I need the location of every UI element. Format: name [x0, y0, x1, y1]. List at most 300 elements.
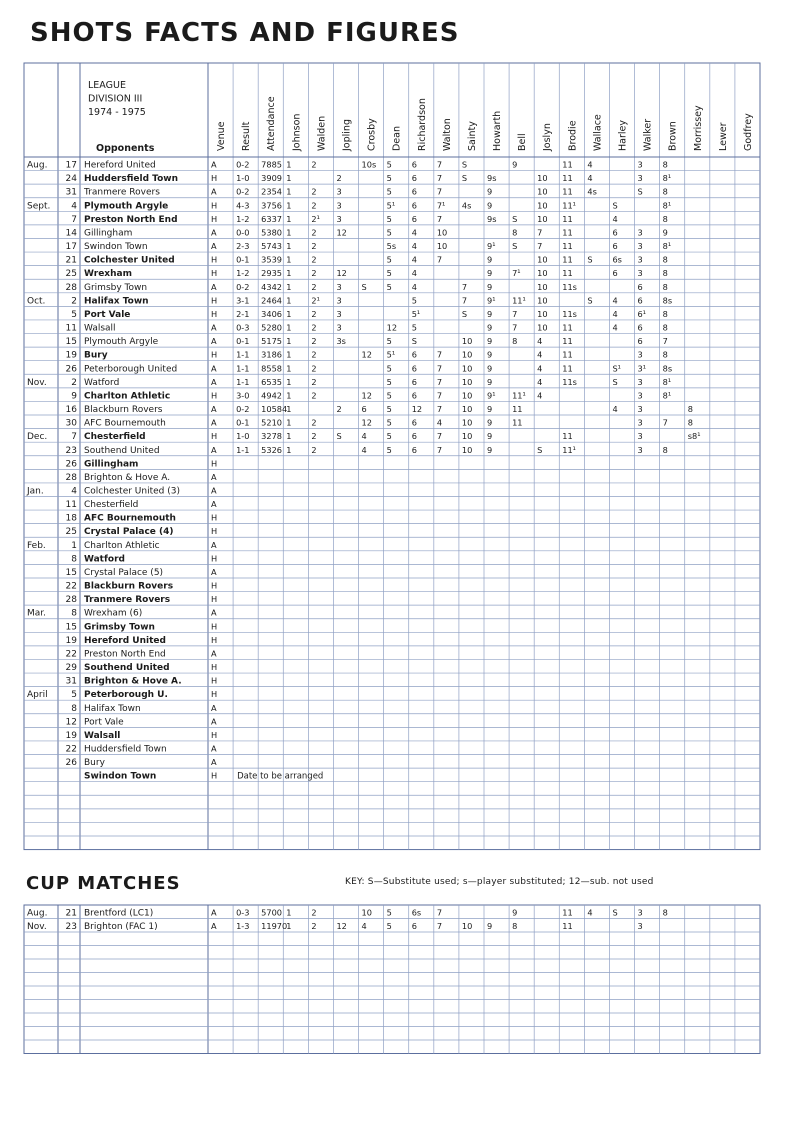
- stat-cell: 9¹: [487, 241, 496, 252]
- stat-cell: 4: [537, 336, 543, 347]
- stat-cell: 6: [637, 336, 643, 347]
- stat-cell: 1: [286, 363, 292, 374]
- opponent-cell: Charlton Athletic: [84, 540, 160, 551]
- stat-cell: 9: [487, 921, 493, 931]
- stat-cell: 3: [336, 295, 342, 306]
- stat-cell: 9¹: [487, 390, 496, 401]
- stat-cell: 0-2: [236, 404, 250, 415]
- column-header-walton: Walton: [441, 118, 453, 151]
- stat-cell: 2: [311, 907, 317, 918]
- stat-cell: 3s: [336, 336, 346, 347]
- stat-cell: 6: [637, 295, 643, 306]
- stat-cell: 3: [637, 159, 643, 170]
- stat-cell: 11¹: [512, 295, 526, 306]
- stat-cell: 0-3: [236, 322, 250, 333]
- stat-cell: 7: [662, 336, 668, 347]
- stat-cell: 6: [411, 186, 417, 197]
- stat-cell: 3: [336, 322, 342, 333]
- stat-cell: 11: [512, 417, 523, 428]
- stat-cell: 11: [562, 268, 573, 279]
- stat-cell: 11: [562, 227, 573, 238]
- stat-cell: A: [211, 241, 217, 252]
- stat-cell: 2: [311, 363, 317, 374]
- stat-cell: 7885: [261, 159, 283, 170]
- stat-cell: 1: [286, 907, 292, 918]
- stat-cell: 1: [286, 322, 292, 333]
- opponent-cell: Preston North End: [84, 649, 166, 660]
- month-cell: Sept.: [27, 201, 51, 212]
- stat-cell: 8: [662, 159, 668, 170]
- stat-cell: 1-0: [236, 173, 250, 184]
- stat-cell: 7: [436, 921, 443, 931]
- stat-cell: 11: [562, 159, 573, 170]
- stat-cell: A: [211, 539, 217, 550]
- stat-cell: 3: [336, 308, 342, 319]
- stat-cell: 4: [612, 308, 618, 319]
- stat-cell: 10: [436, 241, 448, 252]
- stat-cell: 4: [411, 227, 417, 238]
- stat-cell: A: [211, 376, 217, 387]
- day-cell: 5: [71, 309, 77, 320]
- stat-cell: 0-0: [236, 227, 250, 238]
- column-header-walker: Walker: [642, 118, 654, 151]
- day-cell: 23: [65, 445, 77, 456]
- stat-cell: 8: [662, 907, 668, 918]
- opponent-cell: Swindon Town: [84, 242, 148, 253]
- stat-cell: 9: [512, 159, 518, 170]
- stat-cell: H: [211, 512, 218, 523]
- stat-cell: A: [211, 336, 217, 347]
- stat-cell: 7: [436, 444, 443, 455]
- stat-cell: 2: [311, 159, 317, 170]
- stat-cell: H: [211, 662, 218, 673]
- stat-cell: 10: [461, 404, 473, 415]
- stat-cell: 0-2: [236, 186, 250, 197]
- day-cell: 1: [71, 540, 77, 551]
- stat-cell: 2: [311, 308, 317, 319]
- stat-cell: 5: [386, 907, 392, 918]
- column-header-johnson: Johnson: [291, 113, 303, 151]
- stat-cell: 11970: [261, 921, 288, 931]
- stat-cell: 0-3: [236, 907, 250, 918]
- stat-cell: H: [211, 594, 218, 605]
- stat-cell: 3: [637, 227, 643, 238]
- stat-cell: 4: [612, 404, 618, 415]
- day-cell: 28: [65, 472, 77, 483]
- stat-cell: 7: [512, 308, 518, 319]
- day-cell: 22: [65, 649, 77, 660]
- stat-cell: 5280: [261, 322, 283, 333]
- column-header-attendance: Attendance: [266, 96, 278, 151]
- stat-cell: 9: [487, 308, 493, 319]
- opponent-cell: Crystal Palace (5): [84, 567, 164, 578]
- stat-cell: 4: [411, 241, 417, 252]
- day-cell: 8: [71, 608, 77, 619]
- column-header-richardson: Richardson: [416, 98, 428, 151]
- stat-cell: 1: [286, 227, 292, 238]
- stat-cell: 0-2: [236, 281, 250, 292]
- stat-cell: S: [461, 159, 468, 170]
- stat-cell: 6: [612, 227, 618, 238]
- column-header-morrissey: Morrissey: [692, 105, 704, 151]
- stat-cell: 2: [311, 921, 317, 931]
- stat-cell: 4: [361, 444, 367, 455]
- day-cell: 17: [65, 160, 77, 171]
- stat-cell: 5743: [261, 241, 283, 252]
- stat-cell: 3: [336, 281, 342, 292]
- day-cell: 31: [65, 187, 77, 198]
- column-header-wallace: Wallace: [592, 114, 604, 151]
- stat-cell: H: [211, 553, 218, 564]
- stat-cell: 4s: [587, 186, 597, 197]
- stat-cell: 1: [286, 213, 292, 224]
- stat-cell: 1-1: [236, 444, 250, 455]
- stat-cell: 6: [411, 159, 417, 170]
- day-cell: 9: [71, 391, 77, 402]
- stat-cell: 2935: [261, 268, 283, 279]
- stat-cell: 1: [286, 268, 292, 279]
- stat-cell: 12: [411, 404, 423, 415]
- stat-cell: 4: [411, 268, 417, 279]
- stat-cell: 1: [286, 281, 292, 292]
- stat-cell: H: [211, 213, 218, 224]
- stat-cell: 6: [411, 390, 417, 401]
- stat-cell: 2¹: [311, 295, 320, 306]
- stat-cell: S: [512, 213, 518, 224]
- stat-cell: 5: [411, 295, 417, 306]
- day-cell: 22: [65, 744, 77, 755]
- stat-cell: 11: [562, 186, 573, 197]
- key-legend: KEY: S—Substitute used; s—player substituted; 12—sub. not used: [345, 877, 654, 887]
- stat-cell: 1: [286, 308, 292, 319]
- stat-cell: 6: [411, 363, 417, 374]
- month-cell: Nov.: [27, 922, 47, 932]
- stat-cell: 11: [562, 431, 573, 442]
- stat-cell: 2¹: [311, 213, 320, 224]
- stat-cell: 8558: [261, 363, 283, 374]
- stat-cell: 12: [361, 349, 372, 360]
- day-cell: 21: [65, 908, 77, 919]
- day-cell: 19: [65, 730, 77, 741]
- stat-cell: 10: [461, 349, 473, 360]
- day-cell: 25: [65, 527, 77, 538]
- stat-cell: 4: [436, 417, 443, 428]
- day-cell: 11: [65, 500, 77, 511]
- stat-cell: S: [411, 336, 417, 347]
- stat-cell: H: [211, 526, 218, 537]
- stat-cell: 2: [311, 281, 317, 292]
- opponent-cell: Gillingham: [84, 228, 133, 239]
- stat-cell: 7: [436, 376, 443, 387]
- opponent-cell: Grimsby Town: [84, 622, 155, 633]
- opponent-cell: Bury: [84, 350, 108, 361]
- column-header-harley: Harley: [617, 120, 629, 151]
- stat-cell: A: [211, 159, 217, 170]
- stat-cell: A: [211, 485, 217, 496]
- stat-cell: 2: [311, 322, 317, 333]
- stat-cell: H: [211, 349, 218, 360]
- day-cell: 19: [65, 635, 77, 646]
- stat-cell: 6: [361, 404, 367, 415]
- stat-cell: 11s: [562, 308, 577, 319]
- day-cell: 4: [71, 486, 77, 497]
- stat-cell: A: [211, 757, 217, 768]
- stat-cell: 8: [662, 322, 668, 333]
- stat-cell: 9: [487, 268, 493, 279]
- stat-cell: 3756: [261, 200, 283, 211]
- stat-cell: 5: [386, 431, 392, 442]
- stat-cell: 3: [336, 186, 342, 197]
- stat-cell: 1-1: [236, 349, 250, 360]
- opponent-cell: Hereford United: [84, 160, 156, 171]
- stat-cell: 10: [537, 200, 548, 211]
- stat-cell: 10: [461, 376, 473, 387]
- opponent-cell: Southend United: [84, 663, 170, 674]
- opponent-cell: AFC Bournemouth: [84, 513, 176, 524]
- stat-cell: 6: [411, 213, 417, 224]
- stat-cell: 5: [386, 281, 392, 292]
- day-cell: 19: [65, 350, 77, 361]
- stat-cell: S: [587, 295, 593, 306]
- stat-cell: 7: [436, 173, 443, 184]
- stat-cell: 9: [487, 322, 493, 333]
- stat-cell: 10: [537, 186, 548, 197]
- stat-cell: 1: [286, 186, 292, 197]
- stat-cell: 8: [687, 417, 693, 428]
- opponent-cell: Port Vale: [84, 717, 124, 728]
- stat-cell: 10: [461, 336, 473, 347]
- stat-cell: 4: [587, 173, 593, 184]
- opponents-header: Opponents: [96, 143, 155, 154]
- stat-cell: 9: [512, 907, 518, 918]
- stat-cell: A: [211, 907, 217, 918]
- stat-cell: 7: [436, 907, 443, 918]
- stat-cell: 7: [436, 431, 443, 442]
- stat-cell: 1: [286, 376, 292, 387]
- stat-cell: A: [211, 281, 217, 292]
- stat-cell: 9: [662, 227, 668, 238]
- stat-cell: 1: [286, 390, 292, 401]
- column-header-result: Result: [241, 121, 253, 151]
- stat-cell: 3: [637, 254, 643, 265]
- stat-cell: 8: [662, 186, 668, 197]
- stat-cell: 5: [386, 363, 392, 374]
- stat-cell: 3: [637, 444, 643, 455]
- day-cell: 2: [71, 377, 77, 388]
- day-cell: 8: [71, 703, 77, 714]
- opponent-cell: Bury: [84, 758, 105, 769]
- stat-cell: 5: [386, 213, 392, 224]
- day-cell: 14: [65, 228, 77, 239]
- column-header-howarth: Howarth: [492, 110, 504, 151]
- stat-cell: H: [211, 390, 218, 401]
- opponent-cell: Wrexham: [84, 269, 132, 280]
- stat-cell: 10: [537, 322, 548, 333]
- stat-cell: 6: [411, 921, 417, 931]
- stat-cell: 1: [286, 431, 292, 442]
- opponent-cell: Plymouth Argyle: [84, 201, 169, 212]
- stat-cell: H: [211, 431, 218, 442]
- stat-cell: S: [587, 254, 593, 265]
- stat-cell: 3909: [261, 173, 283, 184]
- opponent-cell: Blackburn Rovers: [84, 405, 163, 416]
- stat-cell: 5¹: [411, 308, 421, 319]
- stat-cell: 6: [411, 431, 417, 442]
- stat-cell: 5175: [261, 336, 283, 347]
- opponent-cell: Preston North End: [84, 214, 178, 225]
- day-cell: 21: [65, 255, 77, 266]
- stat-cell: 1: [286, 417, 292, 428]
- column-header-dean: Dean: [391, 125, 403, 151]
- stat-cell: 10: [537, 268, 548, 279]
- stat-cell: 3: [637, 431, 643, 442]
- stat-cell: 11: [562, 349, 573, 360]
- stat-cell: 6337: [261, 213, 283, 224]
- stat-cell: H: [211, 634, 218, 645]
- stat-cell: A: [211, 417, 217, 428]
- month-cell: Aug.: [27, 160, 48, 171]
- stat-cell: 10s: [361, 159, 377, 170]
- stat-cell: 2: [336, 404, 342, 415]
- stat-cell: 11¹: [512, 390, 526, 401]
- opponent-cell: Tranmere Rovers: [84, 595, 171, 606]
- day-cell: 7: [71, 432, 77, 443]
- stat-cell: 9: [487, 254, 493, 265]
- column-header-brodie: Brodie: [567, 120, 579, 151]
- stat-cell: 4942: [261, 390, 283, 401]
- stat-cell: H: [211, 729, 218, 740]
- stat-cell: 12: [361, 417, 372, 428]
- stat-cell: 4: [411, 281, 417, 292]
- stat-cell: S: [461, 308, 468, 319]
- stat-cell: A: [211, 363, 217, 374]
- opponent-cell: Brighton (FAC 1): [84, 922, 158, 932]
- stat-cell: 6: [411, 173, 417, 184]
- stat-cell: 10: [461, 431, 473, 442]
- stat-cell: 8¹: [662, 241, 672, 252]
- stat-cell: 5: [386, 921, 392, 931]
- stat-cell: S: [637, 186, 643, 197]
- day-cell: 4: [71, 201, 77, 212]
- stat-cell: 0-1: [236, 417, 250, 428]
- opponent-cell: Halifax Town: [84, 296, 149, 307]
- stat-cell: 10: [461, 921, 473, 931]
- stat-cell: 8: [662, 349, 668, 360]
- stat-cell: 10: [537, 254, 548, 265]
- stat-cell: 5700: [261, 907, 283, 918]
- stat-cell: 5380: [261, 227, 283, 238]
- stat-cell: 1: [286, 295, 292, 306]
- stat-cell: 9¹: [487, 295, 496, 306]
- stat-cell: 7: [436, 349, 443, 360]
- stat-cell: 5¹: [386, 349, 396, 360]
- stat-cell: 8: [687, 404, 693, 415]
- stat-cell: H: [211, 254, 218, 265]
- stat-cell: 3: [637, 241, 643, 252]
- month-cell: Oct.: [27, 296, 46, 307]
- stat-cell: 10: [537, 308, 548, 319]
- stat-cell: S: [336, 431, 342, 442]
- stat-cell: 7: [436, 363, 443, 374]
- stat-cell: 10: [461, 444, 473, 455]
- opponent-cell: Colchester United: [84, 255, 175, 266]
- stat-cell: 11: [562, 921, 573, 931]
- stat-cell: 7: [436, 390, 443, 401]
- stat-cell: 2: [311, 431, 317, 442]
- day-cell: 31: [65, 676, 77, 687]
- stat-cell: 4s: [461, 200, 472, 211]
- stat-cell: 2354: [261, 186, 283, 197]
- day-cell: 15: [65, 337, 77, 348]
- stat-cell: H: [211, 458, 218, 469]
- stat-cell: 12: [361, 390, 372, 401]
- stat-cell: 9s: [487, 173, 497, 184]
- stat-cell: A: [211, 499, 217, 510]
- stat-cell: S: [537, 444, 543, 455]
- stat-cell: 12: [336, 227, 347, 238]
- stat-cell: 3186: [261, 349, 283, 360]
- day-cell: 7: [71, 214, 77, 225]
- day-cell: 26: [65, 364, 77, 375]
- stat-cell: 3278: [261, 431, 283, 442]
- stat-cell: 1-2: [236, 213, 250, 224]
- day-cell: 5: [71, 690, 77, 701]
- stat-cell: 1: [286, 241, 292, 252]
- stat-cell: 9: [487, 349, 493, 360]
- stat-cell: 4342: [261, 281, 283, 292]
- day-cell: 25: [65, 269, 77, 280]
- column-header-godfrey: Godfrey: [742, 113, 754, 151]
- stat-cell: 12: [336, 921, 347, 931]
- stat-cell: 5: [386, 444, 392, 455]
- opponent-cell: Southend United: [84, 445, 160, 456]
- stat-cell: 2: [311, 336, 317, 347]
- stat-cell: 9: [487, 417, 493, 428]
- day-cell: 29: [65, 663, 77, 674]
- stat-cell: 5: [386, 417, 392, 428]
- stat-cell: 2: [311, 254, 317, 265]
- stat-cell: H: [211, 268, 218, 279]
- stat-cell: 7: [436, 404, 443, 415]
- stat-cell: 1: [286, 921, 292, 931]
- opponent-cell: Colchester United (3): [84, 486, 180, 497]
- stat-cell: H: [211, 295, 218, 306]
- stat-cell: 4-3: [236, 200, 250, 211]
- stat-cell: S: [612, 907, 618, 918]
- stat-cell: 6: [411, 444, 417, 455]
- stat-cell: 8: [662, 213, 668, 224]
- stat-cell: 6: [411, 349, 417, 360]
- stat-cell: A: [211, 186, 217, 197]
- stat-cell: S: [461, 173, 468, 184]
- stat-cell: 3-0: [236, 390, 250, 401]
- stat-cell: 12: [386, 322, 398, 333]
- stat-cell: 9: [487, 376, 493, 387]
- stat-cell: 8: [512, 921, 518, 931]
- stat-cell: 2464: [261, 295, 283, 306]
- day-cell: 18: [65, 513, 77, 524]
- stat-cell: 10: [537, 173, 548, 184]
- stat-cell: 11: [562, 213, 573, 224]
- stat-cell: 6: [612, 268, 618, 279]
- stat-cell: 2: [311, 186, 317, 197]
- stat-cell: 0-1: [236, 254, 250, 265]
- stat-cell: 9: [487, 200, 493, 211]
- month-cell: Nov.: [27, 377, 47, 388]
- stat-cell: 1-1: [236, 363, 250, 374]
- day-cell: 11: [65, 323, 77, 334]
- stat-cell: 10: [436, 227, 448, 238]
